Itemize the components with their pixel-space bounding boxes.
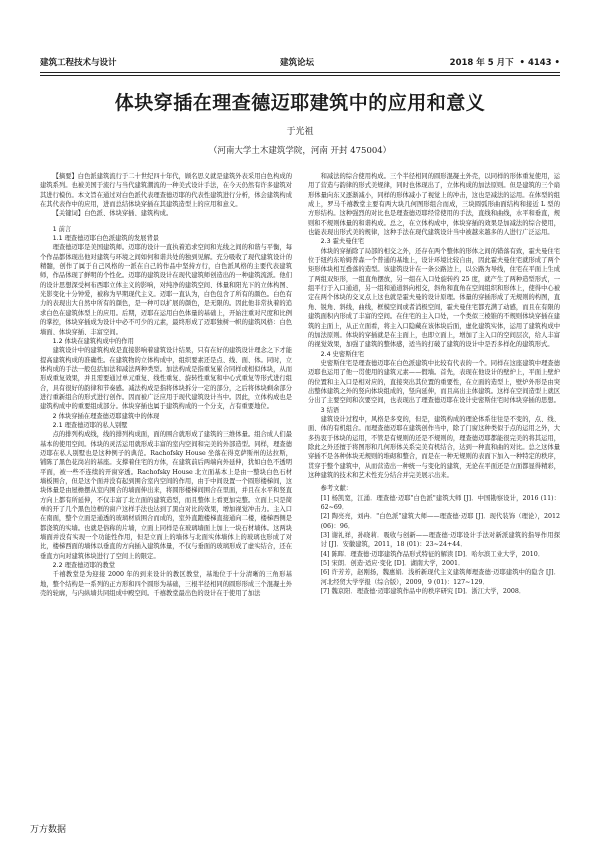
reference-item: [7] 魏京阳．理查德·迈耶建筑作品中的秩序研究 [D]．浙江大学，2008． bbox=[320, 588, 526, 596]
keywords bbox=[40, 209, 292, 218]
running-header bbox=[40, 56, 560, 70]
reference-item: [2] 陶亮亮，刘冉．"白色派"建筑大师——理查德·迈耶 [J]．现代装饰（理论），2012 (06)：96． bbox=[320, 513, 560, 530]
body-paragraph: 点的排列构成线，线的排列构成面，面的围合就形成了建筑的三维体量。组合成人们最基本的使用空间。体块的灵活运用就形成丰富的室内空间和完美的外部造型。同样，理查德迈耶在私人别墅也是这种例子的典范。Rachofsky House 坐落在得克萨斯州的达拉斯，铺陈了黑色花岗岩的基座。支撑着住宅的方体，在建筑前后两端向外延伸，犹如白色不透明平面，被一些不连续的开窗穿透。Rachofsky House 北立面基本上是由一整块白色石材墙板围合，但是这个面并没有起到围合室内空间的作用，由于中间设置一个圆形楼梯间，这块体量是由屋檐摆从室内围合的墙面伸出来，将圆形楼梯间围合在里面，并且在水平和竖直方向上都有所延伸，不仅丰富了北立面的建筑造型，而且整体上看更加完整。立面上只是简单的开了几个黑色边框的窗户这样手法也达到了黑白对比的效果，增加视觉冲击力。主入口在南面，整个立面是通透的玻璃材质围合而成的，室外直跑楼梯直接通向二楼，楼梯西侧是都浇筑的实墙。也就是俗称的片墙，立面上同样是在玻璃墙面上加上一块石材墙体。这两块墙面并没有实现一个功能性作用，但是立面上的墙体与北面实体墙体上的玻璃也形成了对比，楼梯西面的墙体以垂直的方向插入建筑体量，不仅与垂面的玻璃形成了虚实结合，还在垂直方向对建筑体块进行了空间上的限定。 bbox=[40, 431, 292, 560]
body-paragraph: 理查德迈耶是美国建筑师。迈耶的设计一直执着追求空间和光线之间的和谐与平衡，每个作品都体现出他对建筑与环境之间如何和谐共处的独到见解。充分吸收了现代建筑设计的精髓，创作了属于自己风格的一派在自己的作品中坚持方行，白色派风格的主要代表建筑师，作品体现了鲜明的个性化。迈耶的建筑设计在现代建筑师创造出的一种建筑流派。他们的设计思想深受柯布西耶立体主义的影响，对纯净的建筑空间、体量和阳光下的立体构图、光影变化十分钟爱，被称为早期现代主义。迈耶一直认为，白色包含了所有的颜色。白色有力的表现出大自然中所有的颜色，是一种可以扩展的颜色，是无限的。因此他非常执着的追求白色在建筑体型上的应用。后期，迈耶在运用白色体量的基础上，开始注重对尺度和比例的掌控，体块穿插成为设计中必不可少的元素，最终形成了迈耶独树一帜的建筑风格：白色墙面、体块穿插、丰富空间。 bbox=[40, 244, 292, 336]
footer-watermark: 万方数据 bbox=[30, 825, 67, 835]
author: 于光祖 bbox=[286, 127, 314, 137]
body-paragraph: 体块的穿插除了局部的相交之外，还存在两个整体的形体之间的错落有致，霍夫曼住宅位于纽约东哈姆普森一个普通的基地上，设计环境比较自由，因此霍夫曼住宅就形成了两个矩形体块相互叠落的造型。该建筑设计在一条公路边上，以公路为导线，住宅在平面上生成了两组双矩形，一组直角摆放，另一组在入口处旋转约 25 度，就产生了两种造型形式，一组平行于入口通道，另一组和通道斜向相交，斜角和直角在空间组织和形体上，使得中心被定在两个体块的交叉点上这也就是霍夫曼的设计原理。体量的穿插形成了无规则的构图，直角、锐角、斜线，曲线，框模空间或者消极空间，霍夫曼住宅都充满了动感，而且在有限的建筑面积内形成了丰富的空间。在住宅的主入口处，一个类似三棱锥的不规则体块穿插在建筑的主面上，从正立面看，将主入口隐藏在该体块后面，虚化建筑实体，运用了建筑构成中的加法原则。体块的穿插就是在主面上，也即立面上，增加了主入口的空间层次，给人丰富的视觉效果，加强了建筑的整体感，适当的打破了建筑的设计中是否多样化的建筑形式。 bbox=[308, 247, 560, 349]
reference-item: [1] 杨凯宽，江涌．理查德·迈耶"白色派"建筑大师 [J]．中国勘察设计，2016 (11)：62~69． bbox=[320, 494, 560, 512]
header-rule-thick bbox=[40, 72, 560, 73]
body-paragraph: 史密斯住宅是理查德迈耶在白色派建筑中比较有代表的一个。同样在这座建筑中理查德迈耶也运用了他一贯使用的建筑元素——假墙。首先，表现在他设计的壁炉上，平面上壁炉的位置和主入口是相对应的，直接突出其位置的重要性，在立面的造型上，壁炉外形是由突出整体建筑之外的竖向体块组成的，竖向延伸，而且高出主体建筑。这样在空间造型上就区分出了主要空间和次要空间，也表现出了理查德迈耶在设计史密斯住宅时体块穿插的思想。 bbox=[308, 359, 560, 405]
section-heading: 1.1 理查德迈耶白色派建筑的发展背景 bbox=[52, 235, 160, 243]
keywords-label: 【关键词】 bbox=[52, 210, 85, 218]
section-heading: 2.2 理查德迈耶的教堂 bbox=[52, 562, 115, 570]
body-paragraph: 建筑设计中的建筑构成是直接影响着建筑设计结果，只有在好的建筑设计理念之下才能提高建筑构成的准确性。在建筑物的立体构成中，组织要素还是点、线、面、体。同时，立体构成的手法一般包括加法和减法两种类型。加法构成是指重复累合同样或相似体块，从而形成重复效果，并且需要通过单元重复、线性重复、旋转性重复和中心式重复等形式进行组合，具有很好的韵律和节奏感。减法构成是指将体块拆分一定的部分，之后将体块剩余部分进行重新组合的形式进行创作。因而被广泛应用于现代建筑设计当中。因此，立体构成也是建筑构成中的重要组成部分。体块穿插也属于建筑构成的一个分支，占有重要地位。 bbox=[40, 347, 292, 411]
reference-item: [3] 谢礼祥，孙晓莉．吸收与创新——理查德·迈耶设计手法对新派建筑的指导作用探讨 [J]．安徽建筑，2011，18 (01)：23~24+44． bbox=[320, 532, 560, 549]
right-column bbox=[308, 172, 560, 770]
affiliation: （河南大学土木建筑学院，河南 开封 475004） bbox=[208, 146, 392, 156]
section-heading: 3 结语 bbox=[320, 406, 340, 414]
abstract-label: 【摘要】 bbox=[52, 173, 78, 180]
reference-item: [6] 许芳芳，赵刚扬，魏惠娟．浅析新现代主义建筑师理查德·迈耶建筑中的隐含 [J]．河北经贸大学学报（综合版），2009，9 (01)：127~129． bbox=[320, 569, 560, 586]
reference-item: [4] 陈晖．理查德·迈耶建筑作品形式特征的解读 [D]．哈尔滨工业大学，2010． bbox=[320, 550, 545, 558]
section-name: 建筑论坛 bbox=[280, 58, 315, 68]
body-paragraph: 千禧教堂是为迎接 2000 年的到来设计的教区教堂，基地位于十分清晰的三角形基地，整个结构是一系列的正方形和四个圆形为基础，三根半径相同的圆形形成三个混凝土外壳的轮廓，与内纵墙共同组成中殿空间。千禧教堂最出色的设计在于使用了加法 bbox=[40, 571, 292, 598]
page-number: • 4143 • bbox=[519, 58, 560, 68]
issue-page bbox=[450, 56, 560, 68]
references-heading: 参考文献： bbox=[320, 485, 353, 493]
article-title: 体块穿插在理查德迈耶建筑中的应用和意义 bbox=[114, 92, 486, 114]
section-heading: 2.1 理查德迈耶的私人别墅 bbox=[52, 421, 128, 429]
abstract bbox=[40, 172, 292, 209]
reference-item: [5] 宋朗．创造·适应·变化 [D]．湖南大学，2001． bbox=[320, 560, 465, 568]
issue-date: 2018 年 5 月下 bbox=[449, 58, 514, 68]
header-rule-thin bbox=[40, 75, 560, 76]
abstract-text: 白色派建筑流行于二十世纪四十年代，顾名思义就是建筑外表采用白色构成的建筑系列。也被美国于流行与当代建筑潮流的一种美式设计手法，在今天仍然有许多建筑对其进行模仿。本文旨在通过对白色派代表理查德迈耶的代表性建筑进行分析，体会建筑构成在其代表作中的应用，进而总结体块穿插在其建筑造型上的应用和意义。 bbox=[40, 173, 292, 209]
body-paragraph: 建筑设计过程中，风格是多变的，但是，建筑构成的理论体系往往是不变的，点、线、面、体的有机组合。而理查德迈耶在建筑创作当中，除了门窗这种类似于点的运用之外，大多热衷于体块的运用，不管是有规则的还是不规则的，理查德迈耶都能很完美的将其运用，除此之外还擅于将图形和几何形体关系完美有机结合，达到一种直和曲的对比。总之这体量穿插不是各种体块无规则的堆砌和整合，而是在一种无规则的表面下加入一种特定的秩序，贯穿于整个建筑中，从而营造出一种统一与变化的建筑，无论在平面还是立面都显得精彩，这种建筑的技术和艺术性充分结合并完美展示出来。 bbox=[308, 415, 560, 479]
section-heading: 2.3 霍夫曼住宅 bbox=[320, 238, 365, 246]
section-heading: 1.2 体块在建筑构成中的作用 bbox=[52, 337, 134, 345]
keywords-text: 白色派、体块穿插、建筑构成。 bbox=[84, 210, 173, 218]
section-heading: 2 体块穿插在理查德迈耶建筑中的体现 bbox=[52, 412, 160, 420]
section-heading: 2.4 史密斯住宅 bbox=[320, 350, 365, 358]
section-heading: 1 前言 bbox=[52, 225, 72, 233]
journal-name: 建筑工程技术与设计 bbox=[40, 58, 117, 68]
body-paragraph: 和减法的综合使用构成。三个半径相同的圆形混凝土外壳，以同样的形体重复使用，运用了营造与韵律的形式美规律，同时也体现出了，立体构成的加法原则。但是建筑的三个扇形体量向东又逐渐减小，同样的形体减小了视觉上的冲击，这也是减法的运用。在体型的组成上，罗马千禧教堂主要有两大块几何图形组合而成，三块圆弧形曲面结构和接近 L 型的方形结构。这种强烈的对比也是理查德迈耶经常使用的手法，直线和曲线，水平和垂直，规则和不规则体量的和谐构成。总之，在立体构成中，体块穿插的效果是加减法的综合使用，也能表现出形式美的规律，这种手法在现代建筑设计当中被越来越多的人进行广泛运用。 bbox=[308, 173, 560, 237]
left-column bbox=[40, 172, 292, 770]
